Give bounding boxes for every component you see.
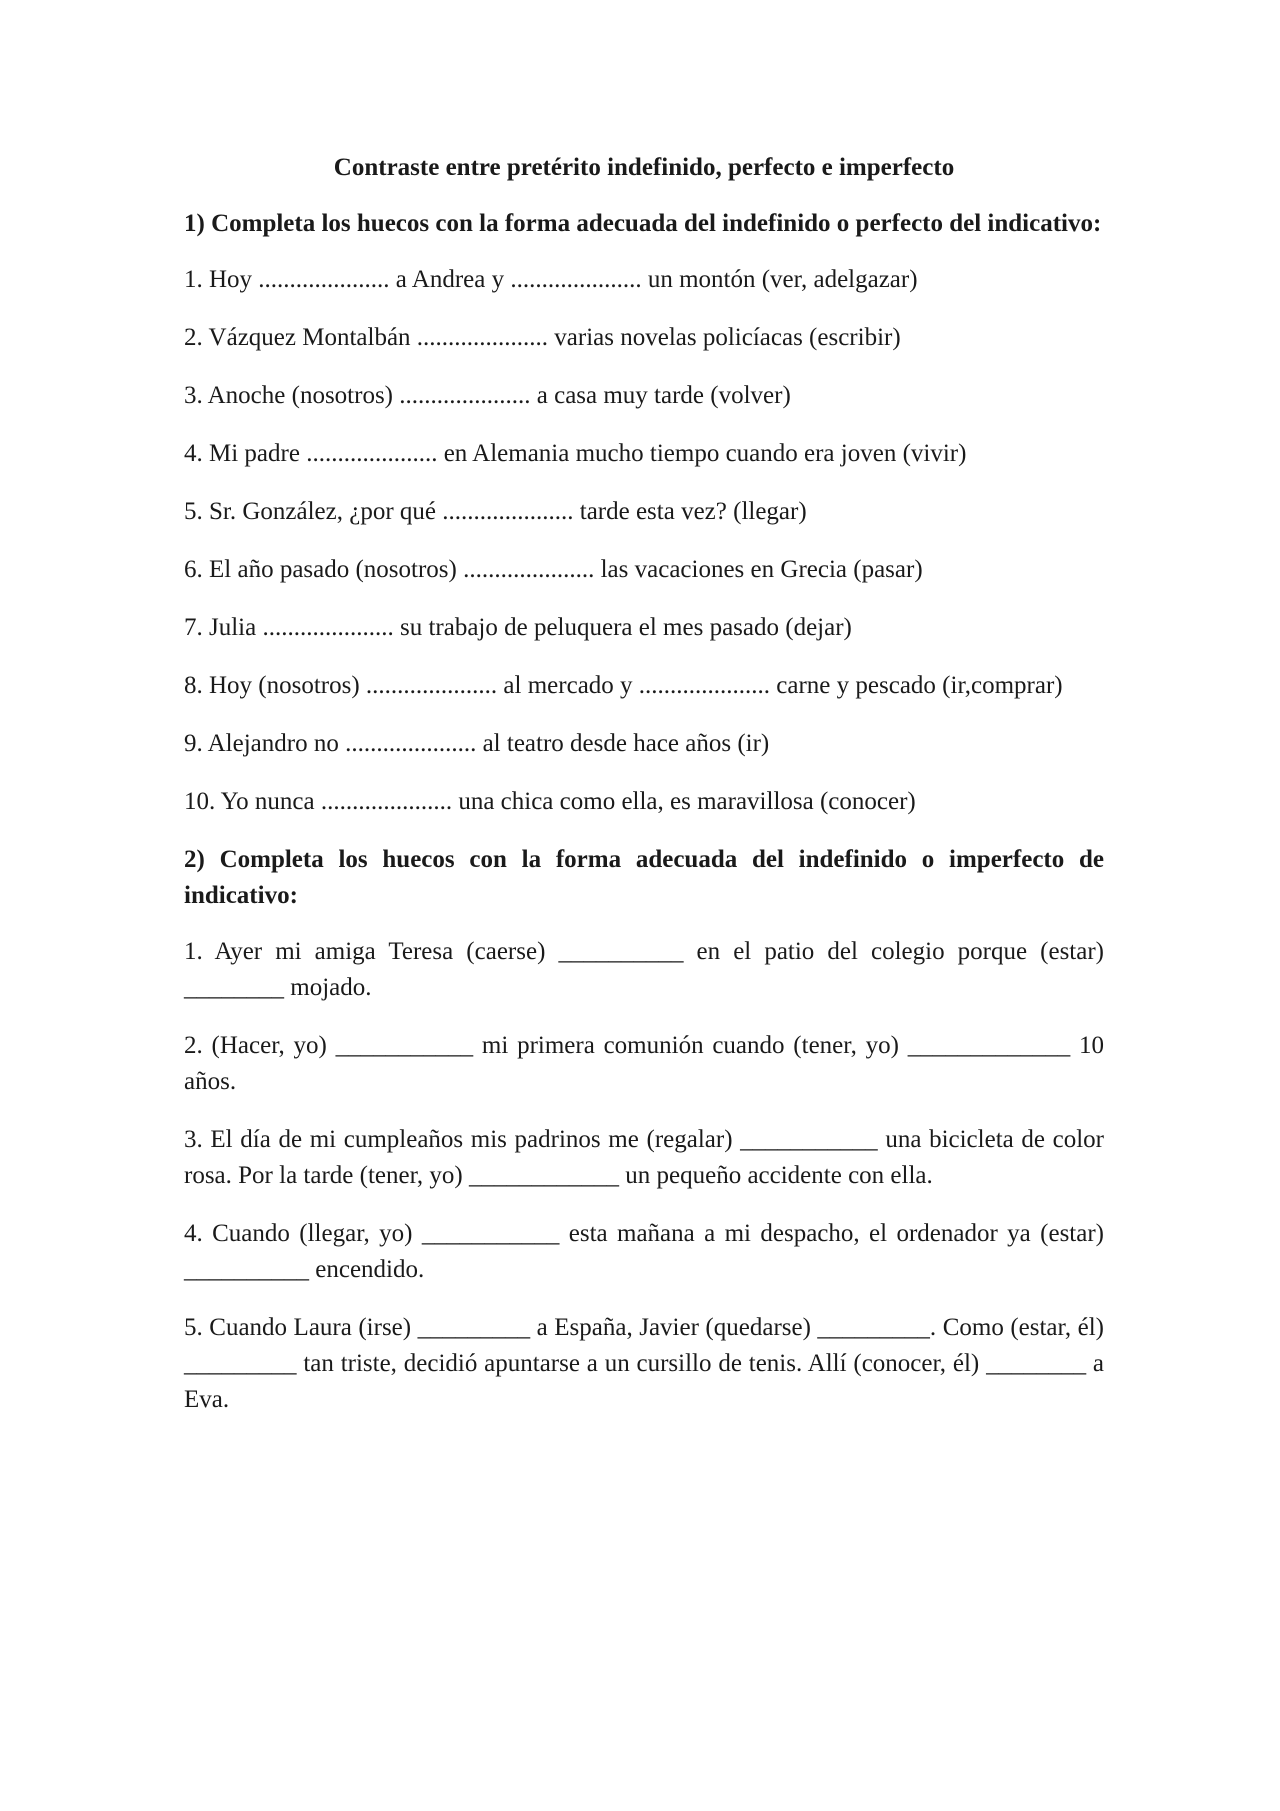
exercise-item-1-1: 1. Hoy ..................... a Andrea y ..................... un montón (ver, adelgazar) xyxy=(184,266,918,293)
worksheet-page xyxy=(184,150,1104,1440)
exercise-item-1-3: 3. Anoche (nosotros) ..................... a casa muy tarde (volver) xyxy=(184,382,791,409)
section-2-exercise-list xyxy=(184,934,1104,1418)
exercise-item-1-5: 5. Sr. González, ¿por qué ..................... tarde esta vez? (llegar) xyxy=(184,498,807,525)
section-1-exercise-list xyxy=(184,262,1104,820)
exercise-item-2-5: 5. Cuando Laura (irse) _________ a España, Javier (quedarse) _________. Como (estar, él) _________ tan triste, decidió apuntarse a un cursillo de tenis. Allí (conocer, él) ________ a Eva. xyxy=(184,1314,1104,1413)
exercise-item-2-3: 3. El día de mi cumpleaños mis padrinos me (regalar) ___________ una bicicleta de color rosa. Por la tarde (tener, yo) ____________ un pequeño accidente con ella. xyxy=(184,1126,1104,1189)
exercise-item-1-10: 10. Yo nunca ..................... una chica como ella, es maravillosa (conocer) xyxy=(184,788,916,815)
exercise-item-2-2: 2. (Hacer, yo) ___________ mi primera comunión cuando (tener, yo) _____________ 10 años. xyxy=(184,1032,1104,1095)
exercise-item-1-7: 7. Julia ..................... su trabajo de peluquera el mes pasado (dejar) xyxy=(184,614,852,641)
exercise-item-1-2: 2. Vázquez Montalbán ..................... varias novelas policíacas (escribir) xyxy=(184,324,901,351)
exercise-item-1-4: 4. Mi padre ..................... en Alemania mucho tiempo cuando era joven (vivir) xyxy=(184,440,967,467)
worksheet-title: Contraste entre pretérito indefinido, perfecto e imperfecto xyxy=(333,154,955,181)
section-2-heading: 2) Completa los huecos con la forma adecuada del indefinido o imperfecto de indicativo: xyxy=(184,846,1104,909)
section-1-heading: 1) Completa los huecos con la forma adecuada del indefinido o perfecto del indicativo: xyxy=(184,210,1102,237)
exercise-item-2-1: 1. Ayer mi amiga Teresa (caerse) __________ en el patio del colegio porque (estar) ________ mojado. xyxy=(184,938,1104,1001)
exercise-item-2-4: 4. Cuando (llegar, yo) ___________ esta mañana a mi despacho, el ordenador ya (estar) __________ encendido. xyxy=(184,1220,1104,1283)
exercise-item-1-9: 9. Alejandro no ..................... al teatro desde hace años (ir) xyxy=(184,730,770,757)
exercise-item-1-6: 6. El año pasado (nosotros) ..................... las vacaciones en Grecia (pasar) xyxy=(184,556,923,583)
exercise-item-1-8: 8. Hoy (nosotros) ..................... al mercado y ..................... carne y pescado (ir,comprar) xyxy=(184,672,1063,699)
